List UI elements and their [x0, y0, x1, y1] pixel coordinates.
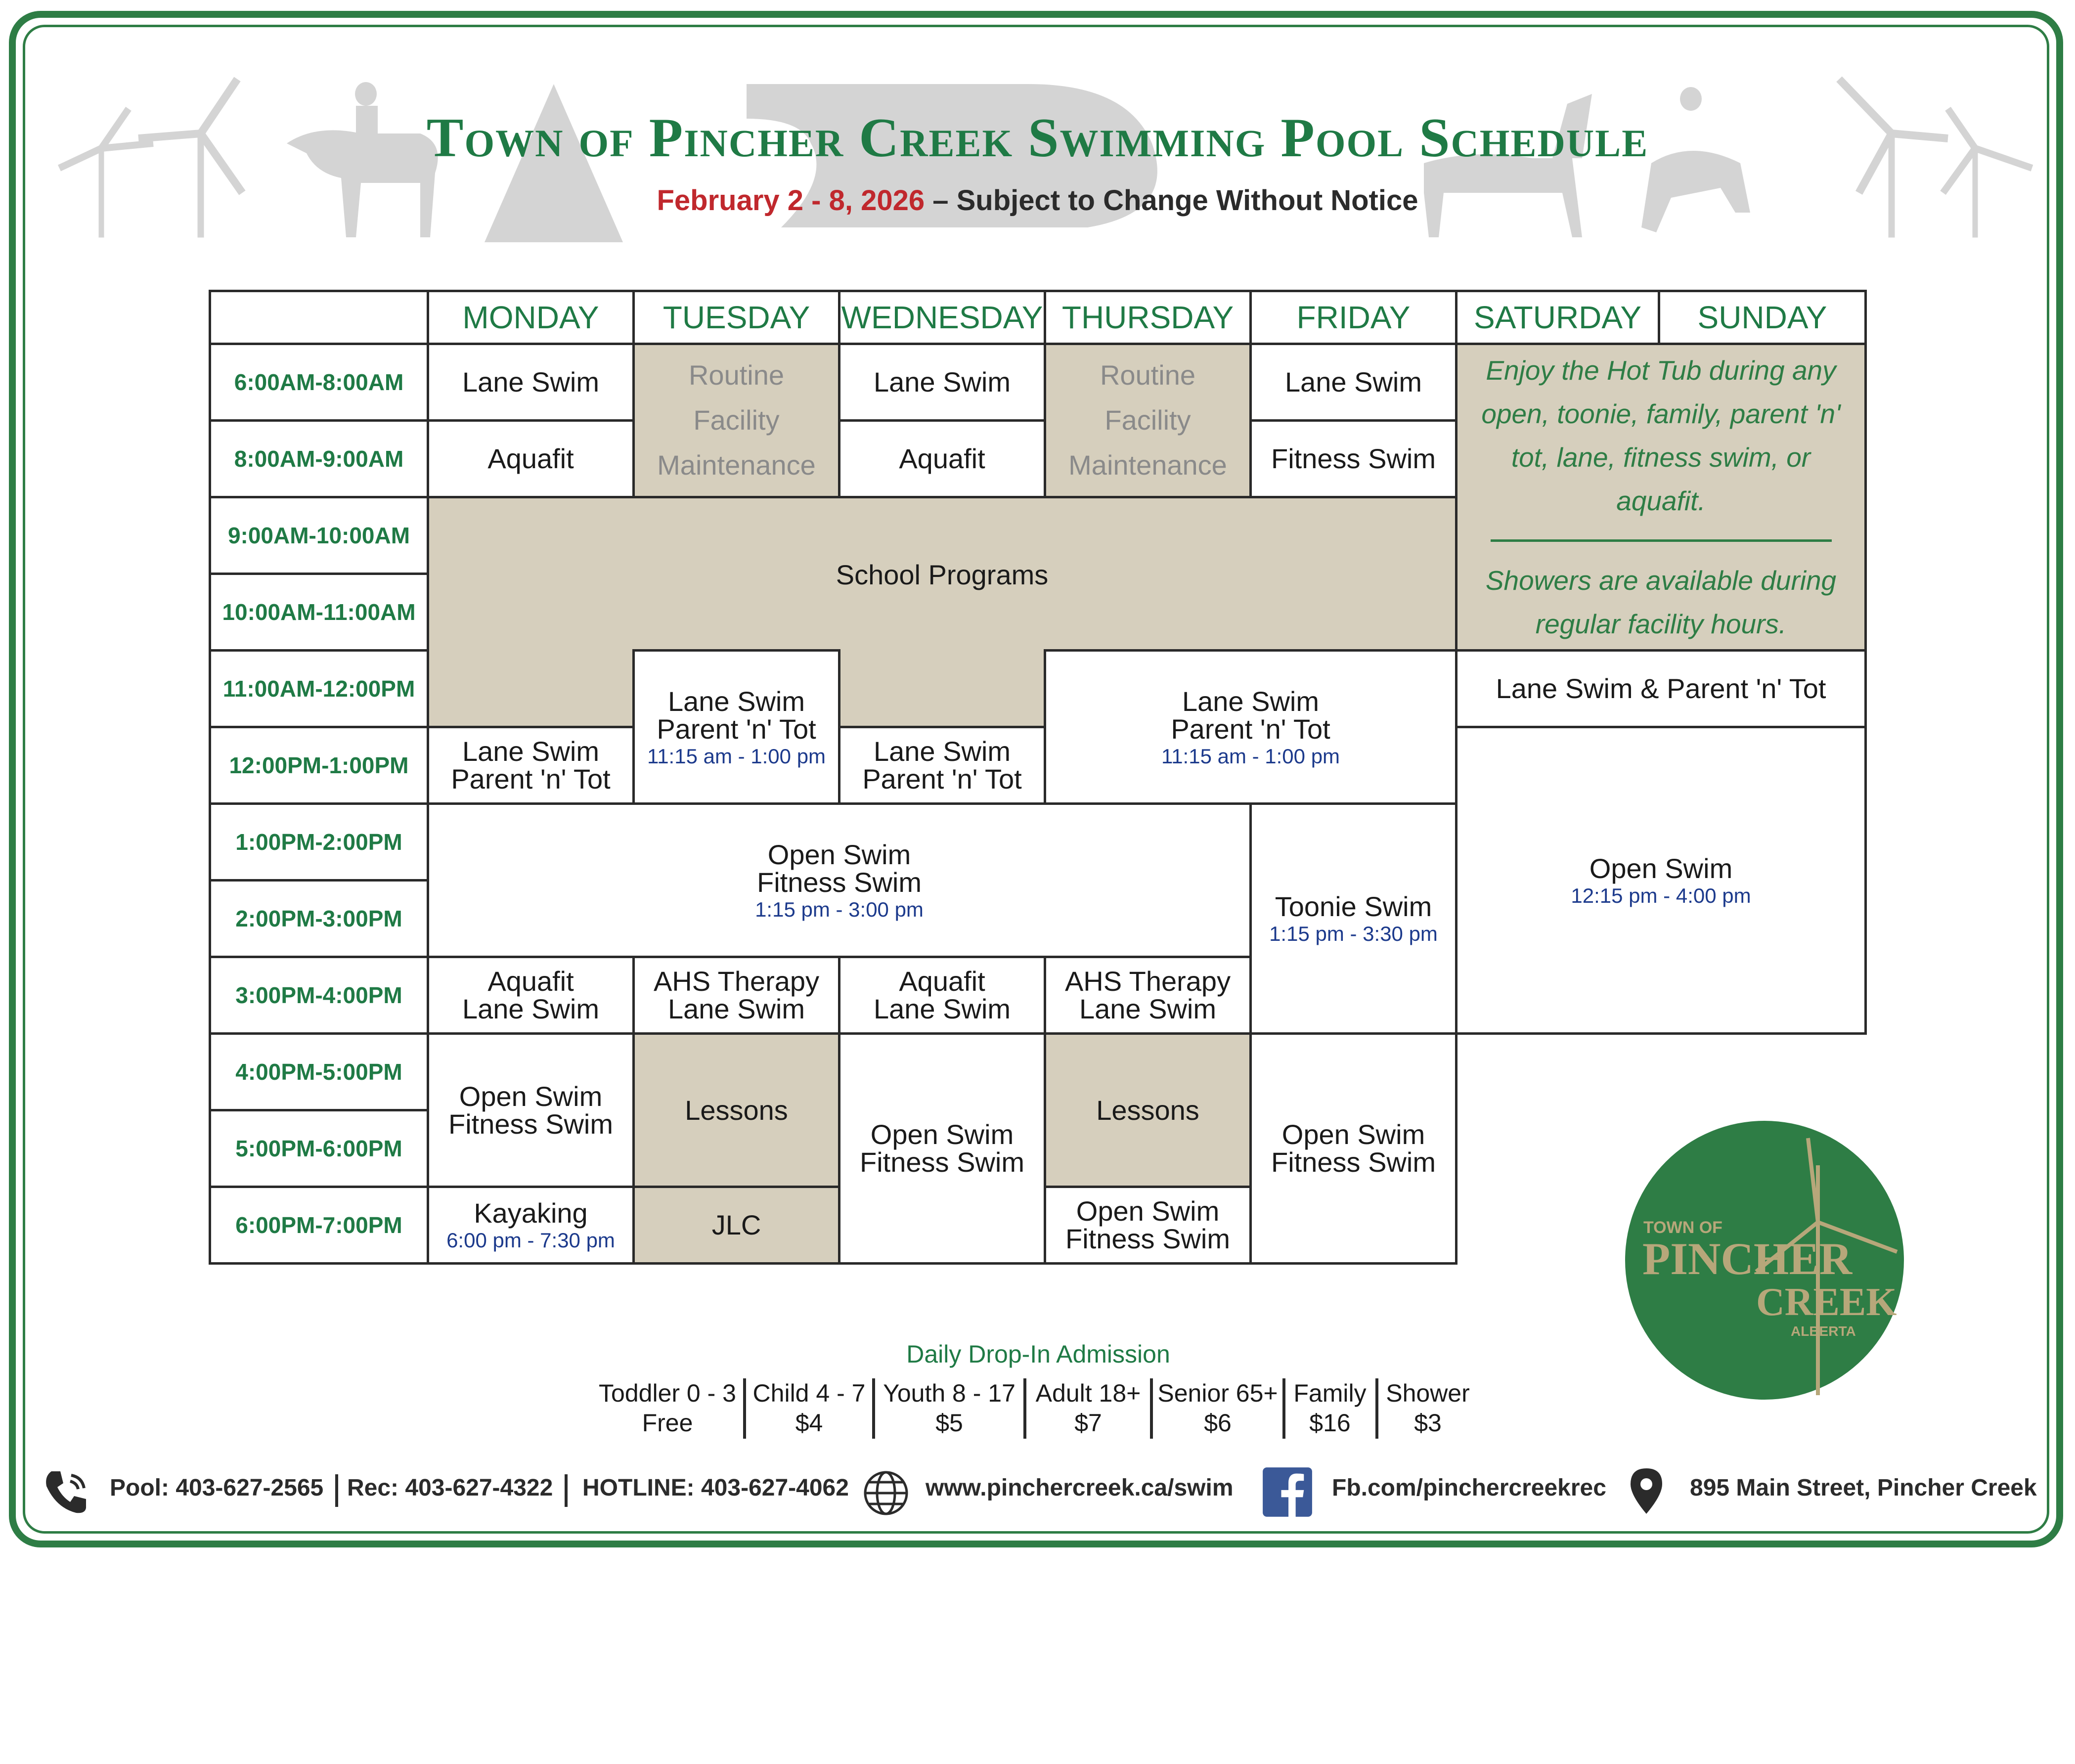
session-thursday-maintenance [1044, 343, 1252, 498]
session-wednesday-aquafit: Aquafit [838, 419, 1046, 498]
day-header-sunday: SUNDAY [1658, 290, 1867, 345]
hotline-phone: HOTLINE: 403-627-4062 [582, 1475, 849, 1501]
time-slot: 11:00AM-12:00PM [209, 649, 429, 728]
session-tuesday-lane-parent-tot [632, 649, 840, 805]
session-line: Open Swim [1076, 1195, 1220, 1227]
hot-tub-line: Enjoy the Hot Tub during any [1486, 355, 1836, 386]
admission-price: $5 [935, 1409, 963, 1437]
session-friday-fitness-swim: Fitness Swim [1249, 419, 1457, 498]
day-header-wednesday: WEDNESDAY [838, 290, 1046, 345]
session-line: Open Swim [1281, 1119, 1425, 1150]
admission-item [875, 1378, 1023, 1438]
admission-label: Adult 18+ [1035, 1379, 1141, 1407]
session-tuesday-maintenance [632, 343, 840, 498]
session-school-programs: School Programs [427, 496, 1457, 652]
admission-price: Free [642, 1409, 693, 1437]
session-line: Lane Swim [667, 685, 805, 717]
website-link[interactable]: www.pinchercreek.ca/swim [926, 1475, 1234, 1501]
session-monday-aquafit: Aquafit [427, 419, 635, 498]
session-time: 11:15 am - 1:00 pm [1161, 744, 1340, 768]
admission-label: Shower [1386, 1379, 1470, 1407]
page-subtitle [0, 184, 2075, 217]
showers-line: Showers are available during [1485, 565, 1837, 596]
session-line: Aquafit [487, 966, 574, 997]
session-thursday-lessons: Lessons [1044, 1032, 1252, 1188]
location-pin-icon [1627, 1466, 1666, 1516]
globe-icon [861, 1468, 911, 1518]
admission-label: Toddler 0 - 3 [599, 1379, 736, 1407]
day-header-monday: MONDAY [427, 290, 635, 345]
session-time: 6:00 pm - 7:30 pm [446, 1229, 615, 1252]
time-slot: 9:00AM-10:00AM [209, 496, 429, 575]
time-slot: 12:00PM-1:00PM [209, 726, 429, 805]
logo-pincher: PINCHER [1642, 1234, 1853, 1284]
session-line: Fitness Swim [1271, 1147, 1436, 1178]
date-range: February 2 - 8, 2026 [657, 184, 925, 217]
admission-price: $16 [1309, 1409, 1351, 1437]
session-line: Toonie Swim [1275, 891, 1432, 922]
time-slot: 6:00PM-7:00PM [209, 1186, 429, 1265]
admission-item [1026, 1378, 1150, 1438]
session-line: Aquafit [899, 966, 985, 997]
time-slot: 6:00AM-8:00AM [209, 343, 429, 422]
session-monday-kayaking [427, 1186, 635, 1265]
session-monday-noon [427, 726, 635, 805]
session-weekend-open-swim [1455, 726, 1867, 1035]
showers-line: regular facility hours. [1535, 609, 1787, 639]
session-line: Parent 'n' Tot [451, 763, 611, 794]
admission-label: Child 4 - 7 [752, 1379, 866, 1407]
day-header-saturday: SATURDAY [1455, 290, 1660, 345]
logo-creek: CREEK [1756, 1280, 1897, 1324]
pool-phone: Pool: 403-627-2565 [110, 1475, 324, 1501]
facebook-link[interactable]: Fb.com/pinchercreekrec [1332, 1475, 1606, 1501]
time-slot: 10:00AM-11:00AM [209, 573, 429, 652]
session-monday-lane-swim: Lane Swim [427, 343, 635, 422]
admission-price: $4 [795, 1409, 823, 1437]
session-line: Open Swim [870, 1119, 1014, 1150]
admission-item [593, 1378, 742, 1438]
session-line: AHS Therapy [1064, 966, 1231, 997]
page-title: Town of Pincher Creek Swimming Pool Schedule [426, 107, 1649, 169]
time-slot: 5:00PM-6:00PM [209, 1109, 429, 1188]
session-line: Lane Swim [873, 736, 1011, 767]
session-line: Kayaking [474, 1197, 588, 1229]
rec-phone: Rec: 403-627-4322 [347, 1475, 553, 1501]
session-line: Open Swim [767, 838, 911, 870]
time-slot: 2:00PM-3:00PM [209, 879, 429, 958]
admission-label: Family [1293, 1379, 1367, 1407]
maintenance-line: Facility [1104, 404, 1191, 436]
day-header-tuesday: TUESDAY [632, 290, 840, 345]
pincher-creek-logo [1623, 1118, 1907, 1403]
session-tuesday-jlc: JLC [632, 1186, 840, 1265]
phone-icon [42, 1466, 91, 1516]
admission-label: Senior 65+ [1157, 1379, 1278, 1407]
session-line: Open Swim [459, 1080, 603, 1112]
time-slot: 1:00PM-2:00PM [209, 802, 429, 882]
session-thursday-3pm [1044, 956, 1252, 1035]
session-line: Lane Swim [1079, 993, 1217, 1024]
admission-item [1378, 1378, 1477, 1438]
session-line: Parent 'n' Tot [862, 763, 1022, 794]
session-line: Lane Swim [667, 993, 805, 1024]
session-monday-4pm [427, 1032, 635, 1188]
session-time: 1:15 pm - 3:30 pm [1269, 922, 1438, 945]
admission-item [746, 1378, 872, 1438]
session-wednesday-3pm [838, 956, 1046, 1035]
admission-title: Daily Drop-In Admission [906, 1340, 1170, 1368]
note-divider [1491, 539, 1832, 542]
session-mon-thu-open-swim [427, 802, 1252, 958]
session-wednesday-school-extension [838, 649, 1046, 728]
session-friday-lane-swim: Lane Swim [1249, 343, 1457, 422]
maintenance-line: Maintenance [657, 449, 816, 481]
admission-item [1285, 1378, 1374, 1438]
footer-divider [335, 1474, 338, 1507]
session-line: Fitness Swim [860, 1147, 1024, 1178]
maintenance-line: Routine [688, 359, 785, 391]
session-line: Lane Swim [1182, 685, 1320, 717]
admission-price: $3 [1414, 1409, 1442, 1437]
session-weekend-lane-parent-tot: Lane Swim & Parent 'n' Tot [1455, 649, 1867, 728]
time-slot: 4:00PM-5:00PM [209, 1032, 429, 1111]
maintenance-line: Maintenance [1068, 449, 1227, 481]
session-friday-4pm [1249, 1032, 1457, 1265]
footer-contact-bar [0, 1449, 2075, 1501]
session-line: Lane Swim [462, 993, 600, 1024]
session-time: 1:15 pm - 3:00 pm [755, 897, 924, 921]
footer-divider [565, 1474, 568, 1507]
hot-tub-line: tot, lane, fitness swim, or aquafit. [1511, 442, 1811, 516]
session-thursday-6pm [1044, 1186, 1252, 1265]
corner-cell [209, 290, 429, 345]
session-friday-toonie-swim [1249, 802, 1457, 1035]
schedule-table [209, 290, 1867, 1764]
facebook-icon [1262, 1466, 1313, 1518]
session-wednesday-4pm [838, 1032, 1046, 1265]
session-line: Parent 'n' Tot [1171, 713, 1330, 745]
maintenance-line: Facility [693, 404, 780, 436]
session-line: Fitness Swim [1065, 1223, 1230, 1254]
admission-item [1153, 1378, 1282, 1438]
session-wednesday-lane-swim: Lane Swim [838, 343, 1046, 422]
time-slot: 8:00AM-9:00AM [209, 419, 429, 498]
session-tuesday-3pm [632, 956, 840, 1035]
hot-tub-line: open, toonie, family, parent 'n' [1481, 398, 1841, 429]
address-text: 895 Main Street, Pincher Creek [1690, 1475, 2037, 1501]
admission-price: $7 [1074, 1409, 1102, 1437]
session-line: Parent 'n' Tot [657, 713, 816, 745]
session-line: Open Swim [1589, 852, 1733, 884]
session-thursday-friday-lane-parent-tot [1044, 649, 1457, 805]
session-time: 11:15 am - 1:00 pm [647, 744, 826, 768]
session-line: Lane Swim [873, 993, 1011, 1024]
session-tuesday-lessons: Lessons [632, 1032, 840, 1188]
day-header-friday: FRIDAY [1249, 290, 1457, 345]
session-time: 12:15 pm - 4:00 pm [1571, 883, 1751, 907]
maintenance-line: Routine [1100, 359, 1196, 391]
session-wednesday-noon [838, 726, 1046, 805]
weekend-hot-tub-note [1455, 343, 1867, 652]
logo-town-of: TOWN OF [1643, 1218, 1722, 1237]
day-header-thursday: THURSDAY [1044, 290, 1252, 345]
admission-label: Youth 8 - 17 [883, 1379, 1015, 1407]
session-line: Lane Swim [462, 736, 600, 767]
admission-price: $6 [1204, 1409, 1232, 1437]
time-slot: 3:00PM-4:00PM [209, 956, 429, 1035]
session-line: Fitness Swim [448, 1108, 613, 1140]
logo-alberta: ALBERTA [1791, 1323, 1856, 1339]
session-monday-3pm [427, 956, 635, 1035]
session-line: AHS Therapy [653, 966, 820, 997]
notice-text: – Subject to Change Without Notice [925, 184, 1418, 217]
session-monday-school-extension [427, 649, 635, 728]
session-line: Fitness Swim [757, 866, 922, 898]
